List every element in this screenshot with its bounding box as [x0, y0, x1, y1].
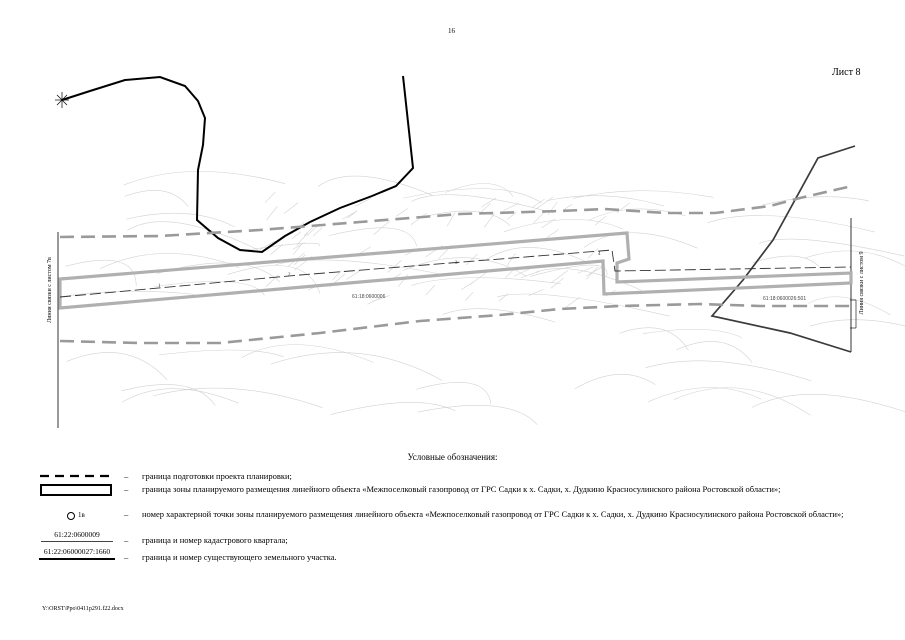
- terrain-line: [643, 329, 742, 337]
- hatch-mark: [588, 249, 598, 259]
- terrain-line: [487, 247, 589, 263]
- terrain-line: [547, 196, 664, 206]
- hatch-mark: [465, 292, 473, 300]
- legend-dash: –: [124, 484, 129, 494]
- terrain-line: [443, 309, 556, 323]
- point-marks: [158, 252, 601, 289]
- parcel-label: 61:18:0600006: [352, 294, 386, 300]
- right-edge-label: Линия связки с листом 9: [859, 251, 865, 315]
- legend-quarter-label: 61:22:0600009: [54, 530, 100, 539]
- legend-text-planning-boundary: граница подготовки проекта планировки;: [142, 471, 292, 481]
- terrain-line: [67, 352, 168, 379]
- quarter-line: [41, 541, 113, 542]
- hatch-mark: [346, 270, 360, 279]
- terrain-line: [154, 388, 323, 408]
- hatch-mark: [293, 244, 301, 255]
- terrain-line: [403, 189, 541, 203]
- point-mark-4: 4: [598, 252, 601, 257]
- hatch-mark: [482, 198, 496, 207]
- existing-boundary-black: [62, 76, 413, 252]
- hatch-mark: [426, 285, 435, 295]
- planning-boundary-lower: [60, 304, 852, 343]
- legend-text-zone-boundary: граница зоны планируемого размещения линейного объекта «Межпоселковый газопровод от ГРС Садки к х. Садки, х. Дудкино Красносулинского района Ростовской области»;: [142, 484, 781, 494]
- hatch-mark: [534, 211, 545, 223]
- sheet-label: Лист 8: [832, 67, 861, 78]
- terrain-line: [271, 353, 442, 381]
- planned-zone-boundary: [60, 233, 851, 308]
- point-mark-1: 1: [158, 284, 161, 289]
- terrain-line: [504, 219, 623, 231]
- legend-text-characteristic-point: номер характерной точки зоны планируемого размещения линейного объекта «Межпоселковый газопровод от ГРС Садки к х. Садки, х. Дудкино Красносулинского района Ростовской области»;: [142, 509, 844, 519]
- terrain-line: [752, 394, 905, 413]
- legend-parcel-label: 61:22:06000027:1660: [43, 547, 111, 556]
- hatch-mark: [267, 206, 278, 220]
- terrain-line: [121, 384, 215, 405]
- parcel-label: 61:18:0600026:501: [763, 296, 807, 302]
- page-number: 16: [448, 27, 455, 35]
- hatch-mark: [484, 214, 494, 228]
- terrain-line: [648, 388, 761, 402]
- legend-dash: –: [124, 471, 129, 481]
- terrain-line: [753, 256, 819, 266]
- hatch-mark: [504, 203, 519, 210]
- terrain-line: [805, 251, 905, 274]
- terrain-line: [159, 350, 283, 357]
- hatch-mark: [499, 293, 508, 301]
- terrain-line: [575, 374, 655, 388]
- terrain-line: [536, 268, 641, 290]
- hatch-mark: [595, 216, 606, 225]
- hatch-mark: [533, 199, 545, 207]
- terrain-line: [676, 341, 752, 362]
- hatch-mark: [586, 267, 603, 276]
- legend-text-cadastral-quarter: граница и номер кадастрового квартала;: [142, 535, 288, 545]
- legend-symbol-parcel: [36, 547, 118, 560]
- hatch-mark: [388, 260, 402, 272]
- terrain-line: [645, 361, 811, 381]
- hatch-mark: [266, 275, 278, 287]
- terrain-line: [125, 190, 189, 206]
- hatch-mark: [547, 230, 559, 238]
- circle-point-icon: [67, 512, 75, 520]
- hatch-mark: [466, 254, 477, 265]
- north-arrow-icon: [55, 92, 69, 108]
- footer-file-path: Y:\ORST\Ppo\0411p291.f22.docx: [42, 606, 124, 612]
- terrain-line: [242, 345, 374, 363]
- hatch-mark: [411, 213, 427, 225]
- terrain-line: [60, 291, 194, 297]
- terrain-line: [418, 405, 538, 424]
- terrain-line: [810, 320, 905, 336]
- legend-title: Условные обозначения:: [407, 452, 498, 462]
- terrain-line: [122, 389, 238, 404]
- terrain-line: [318, 176, 433, 195]
- hatch-mark: [292, 232, 301, 239]
- hatch-mark: [396, 208, 408, 216]
- parcel-line: [39, 558, 115, 560]
- hatch-mark: [347, 211, 356, 218]
- hatch-mark: [265, 192, 275, 203]
- legend-symbol-zone-rectangle: [36, 482, 118, 498]
- hatch-mark: [284, 203, 298, 214]
- point-mark-2: 2: [288, 273, 291, 278]
- terrain-line: [412, 278, 561, 286]
- legend-dash: –: [124, 552, 129, 562]
- hatch-mark: [586, 266, 598, 279]
- hatch-mark: [505, 270, 513, 278]
- legend-symbol-point: [36, 508, 118, 524]
- terrain-line: [619, 328, 688, 351]
- left-edge-label: Линия связки с листом 7в: [47, 257, 53, 323]
- terrain-line: [126, 213, 234, 227]
- terrain-line: [275, 260, 445, 275]
- legend-symbol-cadastral-quarter: [36, 530, 118, 542]
- legend-point-label: 1в: [78, 511, 85, 519]
- hatch-mark: [551, 278, 564, 288]
- terrain-line: [329, 228, 417, 247]
- terrain-line: [759, 239, 904, 256]
- terrain-line: [416, 382, 491, 404]
- hatch-mark: [507, 253, 515, 265]
- legend-dash: –: [124, 535, 129, 545]
- legend-text-parcel: граница и номер существующего земельного участка.: [142, 552, 337, 562]
- terrain-line: [708, 215, 875, 232]
- terrain-line: [573, 191, 714, 199]
- hatch-mark: [541, 219, 555, 228]
- legend-dash: –: [124, 509, 129, 519]
- terrain-line: [124, 171, 285, 185]
- point-mark-3: 3: [455, 261, 458, 266]
- hatch-mark: [461, 281, 475, 289]
